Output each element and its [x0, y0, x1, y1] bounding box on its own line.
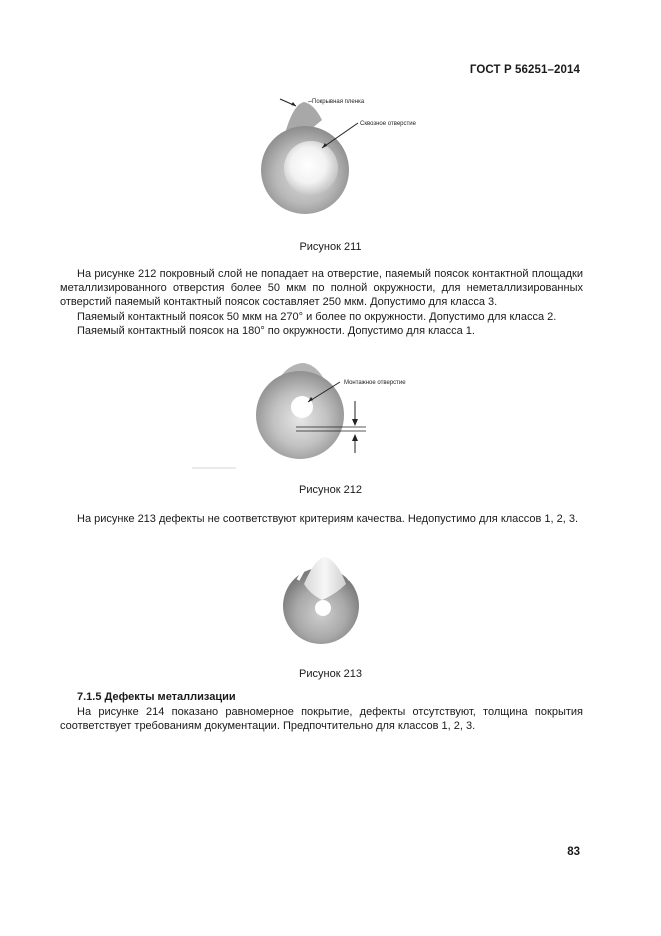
label-through-hole: Сквозное отверстие — [360, 121, 416, 127]
paragraph-line: На рисунке 213 дефекты не соответствуют критериям качества. Недопустимо для классов 1, 2, 3. — [77, 513, 579, 525]
figure-212-caption: Рисунок 212 — [299, 484, 362, 496]
figure-213-image — [276, 554, 366, 644]
document-header: ГОСТ Р 56251–2014 — [469, 64, 580, 76]
paragraph-line: На рисунке 214 показано равномерное покрытие, дефекты отсутствуют, толщина покрытия соответствует требованиям документации. Предпочтительно для классов 1, 2, 3. — [60, 706, 583, 733]
paragraph-line: Паяемый контактный поясок на 180° по окружности. Допустимо для класса 1. — [77, 324, 475, 337]
figure-211-image — [250, 90, 450, 225]
paragraph-line: На рисунке 212 покровный слой не попадает на отверстие, паяемый поясок контактной площадки металлизированного отверстия более 50 мкм по полной окружности, для неметаллизированных отверстий паяемый контактный поясок составляет 250 мкм. Допустимо для класса 3. — [60, 268, 583, 309]
paragraph-line: Паяемый контактный поясок 50 мкм на 270° и более по окружности. Допустимо для класса 2. — [77, 310, 557, 323]
label-coating: Покрывная пленка — [312, 99, 365, 105]
paragraph-figure-212 — [60, 267, 583, 338]
paragraph-figure-213 — [60, 512, 583, 526]
paragraph-section-7-1-5 — [60, 705, 583, 733]
figure-212-image — [190, 355, 430, 475]
label-mounting-hole: Монтажное отверстие — [344, 380, 406, 386]
section-heading: 7.1.5 Дефекты металлизации — [77, 691, 236, 703]
through-hole-shape — [284, 141, 338, 195]
hole-shape — [315, 600, 331, 616]
figure-211-caption: Рисунок 211 — [299, 241, 362, 253]
page-number: 83 — [567, 846, 580, 858]
figure-213-caption: Рисунок 213 — [299, 668, 362, 680]
